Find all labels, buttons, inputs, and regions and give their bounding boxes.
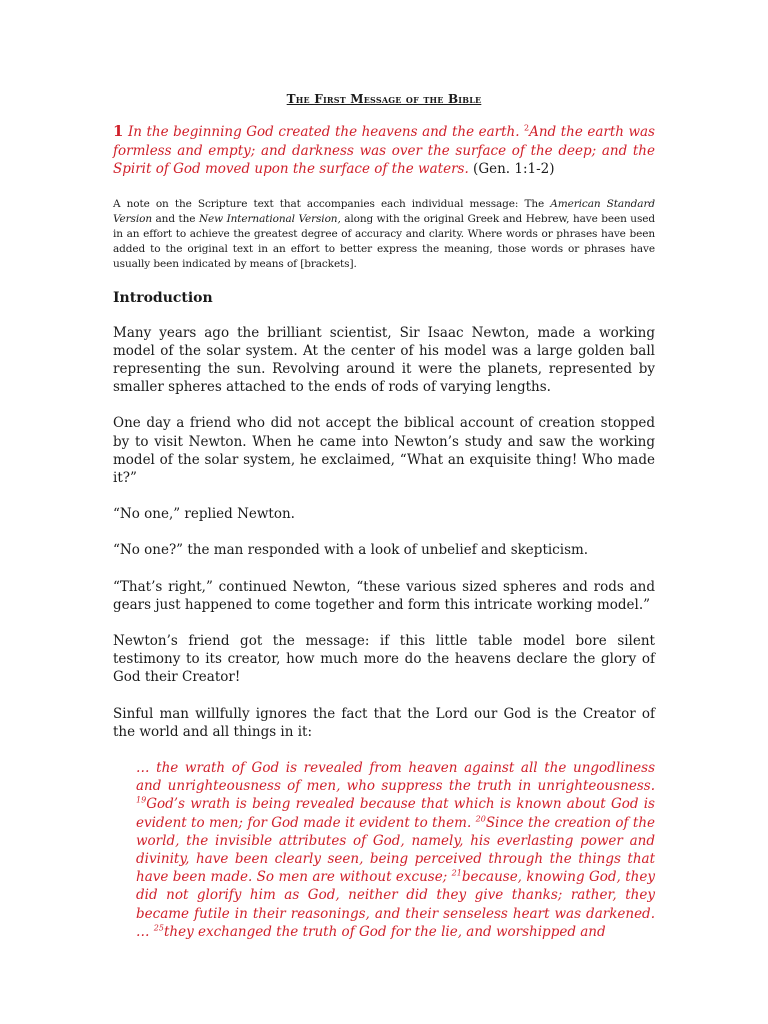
verse-number: 1 (113, 122, 124, 140)
body-paragraph: “No one?” the man responded with a look of unbelief and skepticism. (113, 542, 589, 559)
scripture-reference: (Gen. 1:1-2) (468, 161, 555, 177)
document-page (113, 92, 655, 941)
verse-number: 2 (524, 123, 530, 133)
verse-number: 19 (136, 795, 147, 805)
body-paragraph: Newton’s friend got the message: if this little table model bore silent testimony to its creator, how much more do the heavens declare the glory of God their Creator! (113, 632, 655, 686)
body-paragraph: One day a friend who did not accept the biblical account of creation stopped by to visit Newton. When he came into Newton’s study and saw the working model of the solar system, he exclaimed, “What an exquisite thing! Who made it?” (113, 415, 655, 486)
quote-text: because, knowing God, they did not glorify him as God, neither did they give thanks; rather, they became futile in their reasonings, and their senseless heart was darkened. … (136, 869, 655, 940)
scripture-quote (136, 759, 655, 941)
note-text: A note on the Scripture text that accompanies each individual message: The (113, 197, 551, 210)
body-paragraph: Many years ago the brilliant scientist, Sir Isaac Newton, made a working model of the solar system. At the center of his model was a large golden ball representing the sun. Revolving around it were the planets, represented by smaller spheres attached to the ends of rods of varying lengths. (113, 324, 655, 396)
note-text: along with the original Greek and Hebrew, have been used in an effort to achieve the greatest degree of accuracy and clarity. Where words or phrases have been added to the original text in an effort to better express the meaning, those words or phrases have usually been indicated by means of [brackets]. (113, 212, 655, 270)
verse-number: 25 (153, 923, 164, 933)
body-paragraph: Sinful man willfully ignores the fact that the Lord our God is the Creator of the world and all things in it: (113, 705, 655, 740)
opening-scripture (113, 122, 655, 179)
quote-text: Since the creation of the world, the invisible attributes of God, namely, his everlasting power and divinity, have been clearly seen, being perceived through the things that have been made. So men are without excuse; (136, 814, 656, 886)
body-paragraph: “No one,” replied Newton. (113, 506, 295, 523)
verse-1-text: In the beginning God created the heavens and the earth. (123, 124, 525, 140)
note-version-niv: New International Version, (198, 212, 341, 225)
quote-text: … the wrath of God is revealed from heaven against all the ungodliness and unrighteousness of men, who suppress the truth in unrighteousness. (136, 759, 655, 795)
scripture-note (113, 197, 655, 272)
note-text: and the (151, 212, 199, 225)
document-title: The First Message of the Bible (286, 92, 482, 106)
scripture-text (113, 124, 655, 177)
introduction-heading: Introduction (113, 289, 213, 306)
quote-text: God’s wrath is being revealed because that which is known about God is evident to men; for God made it evident to them. (136, 796, 655, 831)
body-paragraph: “That’s right,” continued Newton, “these various sized spheres and rods and gears just happened to come together and form this intricate working model.” (113, 578, 655, 613)
verse-number: 21 (451, 868, 462, 878)
quote-text: they exchanged the truth of God for the lie, and worshipped and (163, 923, 606, 940)
note-version-asv: American Standard Version (113, 197, 655, 225)
verse-number: 20 (475, 814, 486, 824)
verse-2-text: And the earth was formless and empty; and darkness was over the surface of the deep; and the Spirit of God moved upon the surface of the waters. (113, 124, 655, 177)
